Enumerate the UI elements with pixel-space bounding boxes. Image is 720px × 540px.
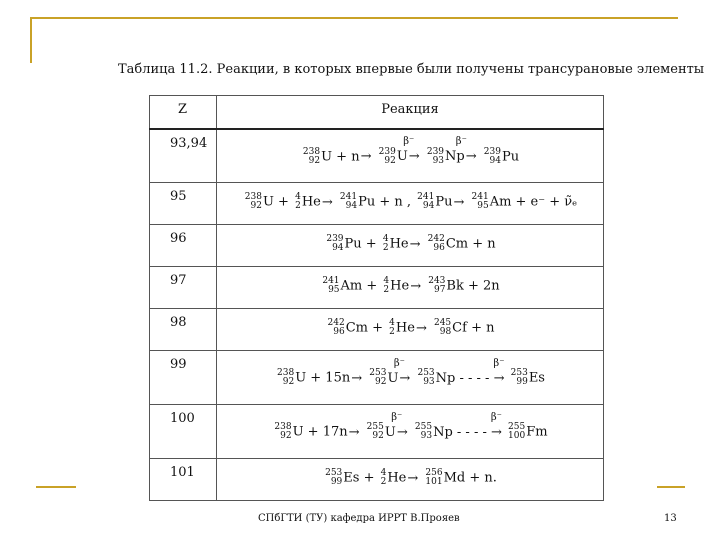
table-row [150, 183, 604, 225]
row-z: 97 [170, 273, 187, 288]
frame-top-line [30, 17, 678, 19]
table-caption: Таблица 11.2. Реакции, в которых впервые были получены трансурановые элементы [118, 62, 705, 77]
row-z: 98 [170, 315, 187, 330]
frame-bottom-right-line [657, 486, 685, 488]
reaction-equation: 238 92 U + 4 2 He→ 241 94 Pu + n , 241 94 Pu→ 241 95 Am + e⁻ + ν̃ₑ [217, 183, 604, 225]
header-z: Z [178, 102, 188, 117]
row-z: 96 [170, 231, 187, 246]
page-number: 13 [664, 513, 677, 524]
reaction-equation: 253 99 Es + 4 2 He→ 256 101 Md + n. [217, 459, 604, 501]
table-row [150, 351, 604, 405]
row-z: 95 [170, 189, 187, 204]
header-reaction: Реакция [217, 96, 604, 129]
table-row [150, 309, 604, 351]
table-row [150, 225, 604, 267]
frame-bottom-left-line [36, 486, 76, 488]
row-z: 93,94 [170, 135, 208, 151]
reactions-table [149, 95, 604, 501]
table-row [150, 129, 604, 183]
reaction-equation: 241 95 Am + 4 2 He→ 243 97 Bk + 2n [217, 267, 604, 309]
row-z: 100 [170, 411, 195, 426]
frame-left-line [30, 17, 32, 63]
table-row [150, 459, 604, 501]
table-row [150, 405, 604, 459]
table-row [150, 267, 604, 309]
row-z: 101 [170, 465, 195, 480]
reaction-equation: 238 92 U + 17n→ 255 92 β⁻ U→ 255 93 β⁻ Np - - - - → 255 100 Fm [217, 405, 604, 459]
table-header-row [150, 96, 604, 129]
reaction-equation: 242 96 Cm + 4 2 He→ 245 98 Cf + n [217, 309, 604, 351]
reaction-equation: 238 92 U + 15n→ 253 92 β⁻ U→ 253 93 β⁻ Np - - - - → 253 99 Es [217, 351, 604, 405]
row-z: 99 [170, 357, 187, 372]
reaction-equation: 239 94 Pu + 4 2 He→ 242 96 Cm + n [217, 225, 604, 267]
reaction-equation: 238 92 U + n→ 239 92 β⁻ U→ 239 93 β⁻ Np→ 239 94 Pu [217, 129, 604, 183]
footer-text: СПбГТИ (ТУ) кафедра ИРРТ В.Прояев [258, 513, 460, 524]
